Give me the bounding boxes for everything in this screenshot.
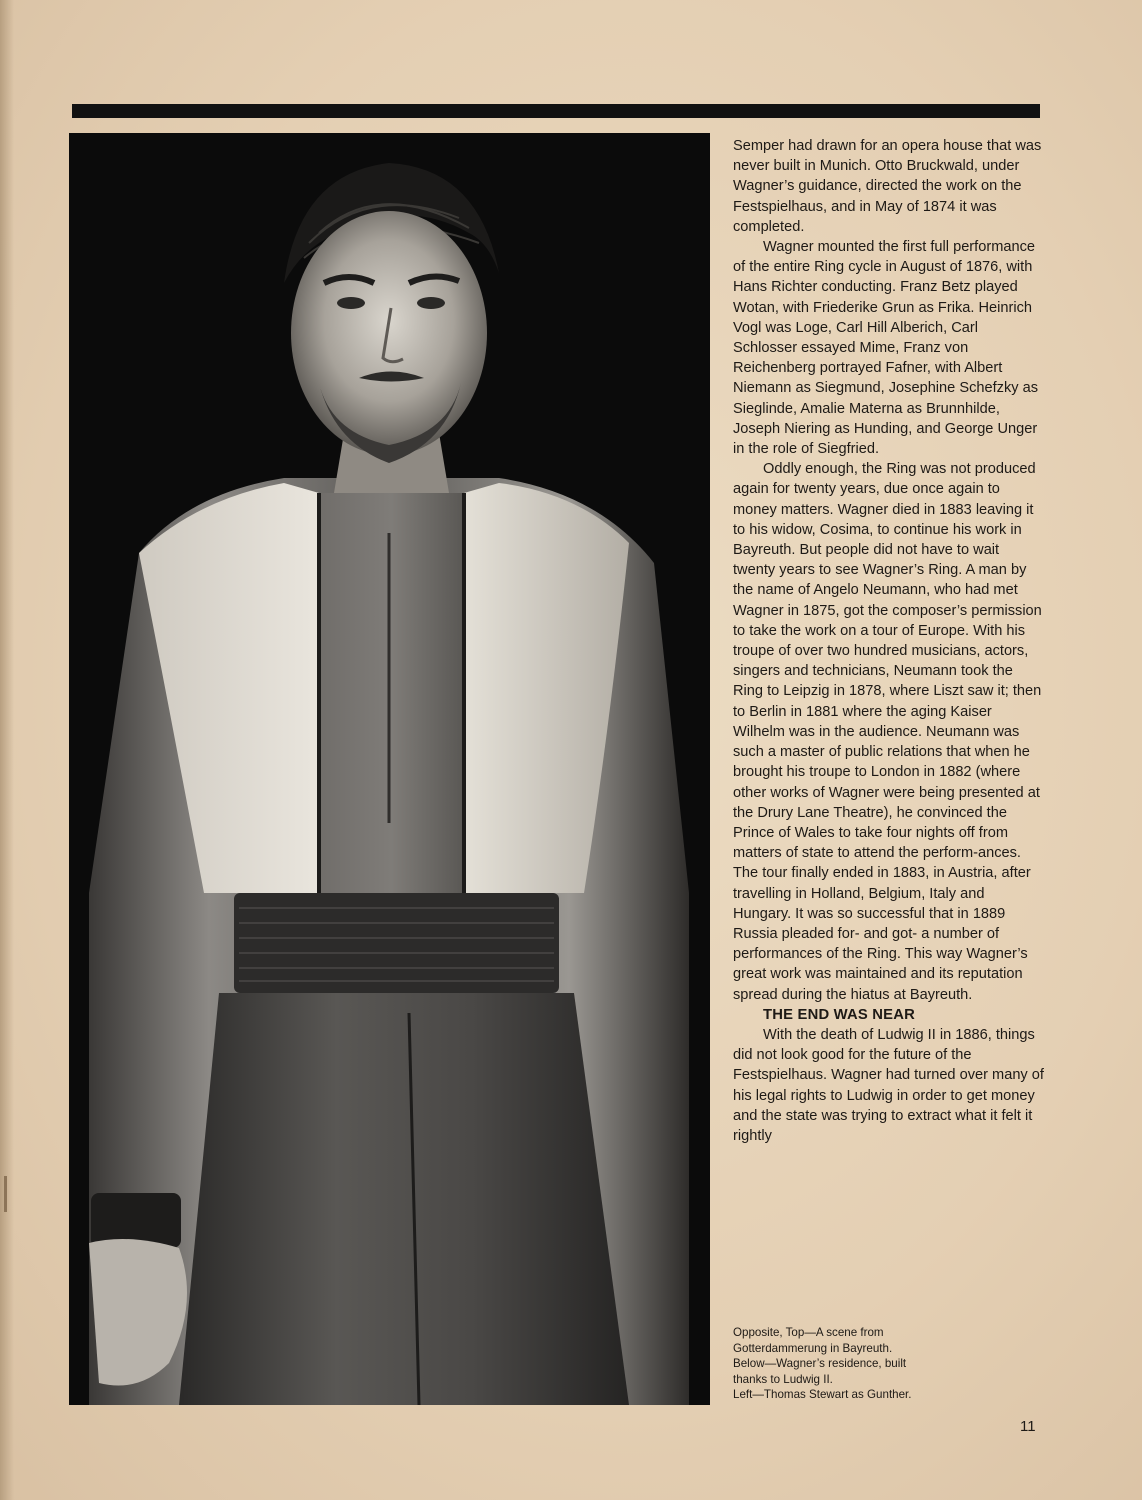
caption-line: Left—Thomas Stewart as Gunther. bbox=[733, 1388, 912, 1402]
photo-caption bbox=[733, 1325, 993, 1403]
caption-line: Opposite, Top—A scene from bbox=[733, 1326, 884, 1339]
left-eye bbox=[337, 297, 365, 309]
article-paragraph-3: Oddly enough, the Ring was not produced again for twenty years, due once again to money matters. Wagner died in 1883 leaving it to his widow, Cosima, to continue his work in Bayreuth. But people did not have to wait twenty years to see Wagner’s Ring. A man by the name of Angelo Neumann, who had met Wagner in 1875, got the composer’s permission to take the work on a tour of Europe. With his troupe of over two hundred musicians, actors, singers and technicians, Neumann took the Ring to Leipzig in 1878, where Liszt saw it; then to Berlin in 1881 where the aging Kaiser Wilhelm was in the audience. Neumann was such a master of public relations that when he brought his troupe to London in 1882 (where other works of Wagner were being presented at the Drury Lane Theatre), he convinced the Prince of Wales to take four nights off from matters of state to attend the perform-ances. The tour finally ended in 1883, in Austria, after travelling in Holland, Belgium, Italy and Hungary. It was so successful that in 1889 Russia pleaded for- and got- a number of performances of the Ring. This way Wagner’s great work was maintained and its reputation spread during the hiatus at Bayreuth. bbox=[733, 461, 1042, 1003]
portrait-photo bbox=[69, 133, 710, 1405]
portrait-illustration bbox=[69, 133, 710, 1405]
page-number: 11 bbox=[1020, 1418, 1036, 1435]
top-rule bbox=[72, 104, 1040, 118]
article-paragraph-1: Semper had drawn for an opera house that was never built in Munich. Otto Bruckwald, under Wagner’s guidance, directed the work on the Festspielhaus, and in May of 1874 it was completed. bbox=[733, 138, 1042, 235]
spine-shadow bbox=[0, 0, 14, 1500]
right-eye bbox=[417, 297, 445, 309]
staple-mark bbox=[4, 1176, 7, 1212]
caption-line: Gotterdammerung in Bayreuth. bbox=[733, 1341, 893, 1355]
article-paragraph-4: With the death of Ludwig II in 1886, things did not look good for the future of the Festspielhaus. Wagner had turned over many of his legal rights to Ludwig in order to get money and the state was trying to extract what it felt it rightly bbox=[733, 1026, 1044, 1144]
tunic bbox=[294, 493, 489, 903]
caption-line: Below—Wagner’s residence, built bbox=[733, 1357, 907, 1371]
robe-skirt bbox=[179, 993, 629, 1405]
face bbox=[291, 211, 487, 455]
article-paragraph-2: Wagner mounted the first full performance of the entire Ring cycle in August of 1876, with Hans Richter conducting. Franz Betz played Wotan, with Friederike Grun as Frika. Heinrich Vogl was Loge, Carl Hill Alberich, Carl Schlosser essayed Mime, Franz von Reichenberg portrayed Fafner, with Albert Niemann as Siegmund, Josephine Schefzky as Sieglinde, Amalie Materna as Brunnhilde, Joseph Niering as Hunding, and George Unger in the role of Siegfried. bbox=[733, 239, 1039, 458]
caption-line: thanks to Ludwig II. bbox=[733, 1372, 833, 1386]
article-text-column bbox=[733, 136, 1045, 1146]
section-heading: THE END WAS NEAR bbox=[763, 1006, 915, 1023]
